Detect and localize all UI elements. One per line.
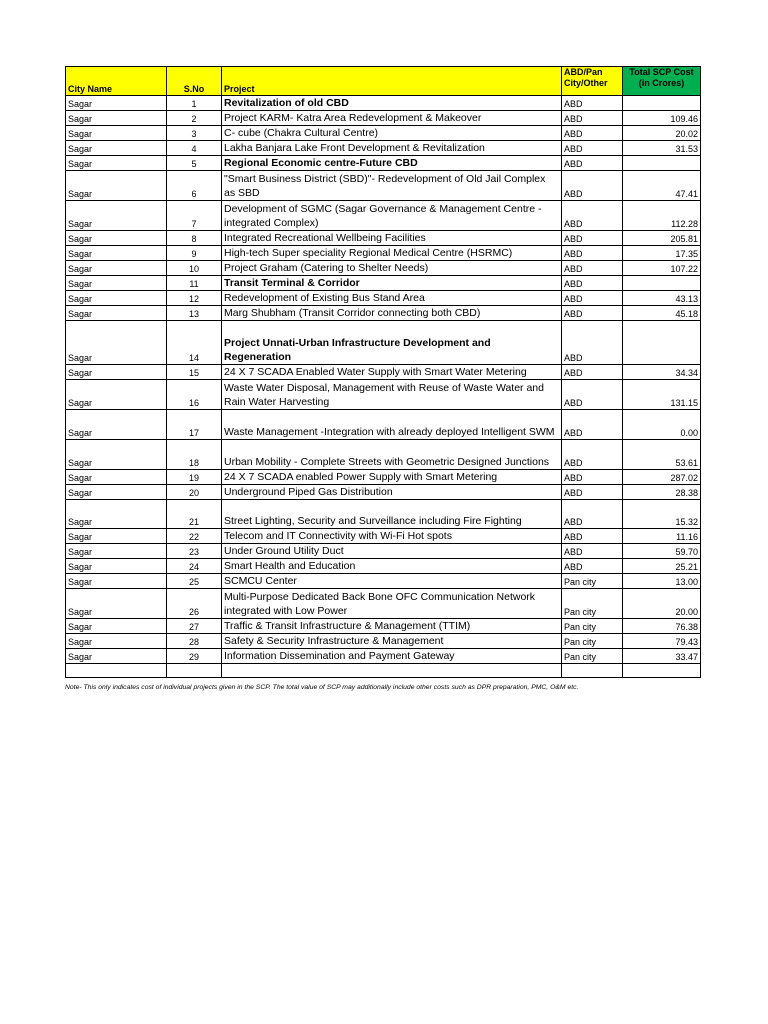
table-row — [66, 201, 701, 231]
header-type-label: ABD/Pan City/Other — [564, 67, 608, 88]
type-cell: ABD — [562, 544, 623, 559]
type-cell: ABD — [562, 306, 623, 321]
city-cell: Sagar — [66, 321, 167, 365]
table-row — [66, 634, 701, 649]
project-cell: Integrated Recreational Wellbeing Facilities — [222, 231, 562, 246]
project-cell: Transit Terminal & Corridor — [222, 276, 562, 291]
sno-cell: 28 — [167, 634, 222, 649]
sno-cell: 27 — [167, 619, 222, 634]
table-row — [66, 306, 701, 321]
city-cell: Sagar — [66, 96, 167, 111]
sno-cell: 10 — [167, 261, 222, 276]
sno-cell: 3 — [167, 126, 222, 141]
cost-cell: 45.18 — [623, 306, 701, 321]
project-cell: Street Lighting, Security and Surveillance including Fire Fighting — [222, 500, 562, 529]
project-cell: Underground Piped Gas Distribution — [222, 485, 562, 500]
cost-cell — [623, 276, 701, 291]
sno-cell: 29 — [167, 649, 222, 664]
table-row — [66, 649, 701, 664]
table-row — [66, 589, 701, 619]
sno-cell — [167, 664, 222, 678]
cost-note: Note- This only indicates cost of individual projects given in the SCP. The total value of SCP may additionally include other costs such as DPR preparation, PMC, O&M etc. — [65, 684, 579, 691]
table-row — [66, 291, 701, 306]
type-cell: Pan city — [562, 589, 623, 619]
city-cell: Sagar — [66, 231, 167, 246]
table-row — [66, 365, 701, 380]
cost-cell: 205.81 — [623, 231, 701, 246]
sno-cell: 15 — [167, 365, 222, 380]
type-cell: ABD — [562, 365, 623, 380]
city-cell: Sagar — [66, 246, 167, 261]
cost-cell: 20.00 — [623, 589, 701, 619]
cost-cell: 287.02 — [623, 470, 701, 485]
project-cell: Traffic & Transit Infrastructure & Management (TTIM) — [222, 619, 562, 634]
cost-cell: 34.34 — [623, 365, 701, 380]
table-row — [66, 440, 701, 470]
table-row — [66, 96, 701, 111]
sno-cell: 20 — [167, 485, 222, 500]
cost-cell: 33.47 — [623, 649, 701, 664]
table-row — [66, 126, 701, 141]
city-cell: Sagar — [66, 500, 167, 529]
city-cell — [66, 664, 167, 678]
project-cell: Development of SGMC (Sagar Governance & Management Centre - integrated Complex) — [222, 201, 562, 231]
sno-cell: 11 — [167, 276, 222, 291]
type-cell: ABD — [562, 440, 623, 470]
project-cell: Multi-Purpose Dedicated Back Bone OFC Communication Network integrated with Low Power — [222, 589, 562, 619]
city-cell: Sagar — [66, 529, 167, 544]
type-cell: ABD — [562, 96, 623, 111]
cost-cell: 0.00 — [623, 410, 701, 440]
sno-cell: 8 — [167, 231, 222, 246]
city-cell: Sagar — [66, 634, 167, 649]
project-cell: Telecom and IT Connectivity with Wi-Fi Hot spots — [222, 529, 562, 544]
project-cell: Under Ground Utility Duct — [222, 544, 562, 559]
project-cell: Lakha Banjara Lake Front Development & Revitalization — [222, 141, 562, 156]
table-row — [66, 410, 701, 440]
project-cell: Waste Water Disposal, Management with Reuse of Waste Water and Rain Water Harvesting — [222, 380, 562, 410]
type-cell — [562, 664, 623, 678]
type-cell: Pan city — [562, 649, 623, 664]
city-cell: Sagar — [66, 261, 167, 276]
city-cell: Sagar — [66, 589, 167, 619]
cost-cell: 43.13 — [623, 291, 701, 306]
sno-cell: 13 — [167, 306, 222, 321]
type-cell: ABD — [562, 141, 623, 156]
cost-cell: 107.22 — [623, 261, 701, 276]
header-type — [562, 67, 623, 96]
cost-cell: 11.16 — [623, 529, 701, 544]
city-cell: Sagar — [66, 470, 167, 485]
city-cell: Sagar — [66, 410, 167, 440]
type-cell: Pan city — [562, 634, 623, 649]
sno-cell: 6 — [167, 171, 222, 201]
sno-cell: 23 — [167, 544, 222, 559]
city-cell: Sagar — [66, 291, 167, 306]
cost-cell: 59.70 — [623, 544, 701, 559]
cost-cell: 79.43 — [623, 634, 701, 649]
type-cell: ABD — [562, 380, 623, 410]
cost-cell — [623, 664, 701, 678]
header-sno: S.No — [167, 67, 222, 96]
city-cell: Sagar — [66, 574, 167, 589]
type-cell: ABD — [562, 201, 623, 231]
project-cell: Waste Management -Integration with already deployed Intelligent SWM — [222, 410, 562, 440]
project-cell — [222, 664, 562, 678]
project-cell: Project Unnati-Urban Infrastructure Development and Regeneration — [222, 321, 562, 365]
project-cell: Safety & Security Infrastructure & Management — [222, 634, 562, 649]
type-cell: Pan city — [562, 574, 623, 589]
type-cell: ABD — [562, 111, 623, 126]
type-cell: Pan city — [562, 619, 623, 634]
type-cell: ABD — [562, 410, 623, 440]
table-row — [66, 500, 701, 529]
table-row — [66, 664, 701, 678]
sno-cell: 4 — [167, 141, 222, 156]
sno-cell: 16 — [167, 380, 222, 410]
header-cost — [623, 67, 701, 96]
project-cell: Regional Economic centre-Future CBD — [222, 156, 562, 171]
cost-cell: 25.21 — [623, 559, 701, 574]
header-row — [66, 67, 701, 96]
city-cell: Sagar — [66, 619, 167, 634]
cost-cell — [623, 321, 701, 365]
project-cell: Smart Health and Education — [222, 559, 562, 574]
table-row — [66, 261, 701, 276]
type-cell: ABD — [562, 126, 623, 141]
city-cell: Sagar — [66, 156, 167, 171]
cost-cell: 15.32 — [623, 500, 701, 529]
city-cell: Sagar — [66, 380, 167, 410]
table-row — [66, 246, 701, 261]
city-cell: Sagar — [66, 126, 167, 141]
table-row — [66, 485, 701, 500]
header-cost-label: Total SCP Cost (in Crores) — [629, 67, 694, 88]
project-cell: Redevelopment of Existing Bus Stand Area — [222, 291, 562, 306]
city-cell: Sagar — [66, 276, 167, 291]
project-cell: Urban Mobility - Complete Streets with Geometric Designed Junctions — [222, 440, 562, 470]
sno-cell: 21 — [167, 500, 222, 529]
type-cell: ABD — [562, 529, 623, 544]
sno-cell: 14 — [167, 321, 222, 365]
sno-cell: 9 — [167, 246, 222, 261]
cost-cell: 131.15 — [623, 380, 701, 410]
city-cell: Sagar — [66, 365, 167, 380]
project-cell: 24 X 7 SCADA enabled Power Supply with Smart Metering — [222, 470, 562, 485]
city-cell: Sagar — [66, 485, 167, 500]
cost-cell: 31.53 — [623, 141, 701, 156]
sno-cell: 17 — [167, 410, 222, 440]
project-cell: C- cube (Chakra Cultural Centre) — [222, 126, 562, 141]
sno-cell: 25 — [167, 574, 222, 589]
header-city: City Name — [66, 67, 167, 96]
table-row — [66, 231, 701, 246]
table-row — [66, 141, 701, 156]
type-cell: ABD — [562, 246, 623, 261]
sno-cell: 26 — [167, 589, 222, 619]
cost-cell: 53.61 — [623, 440, 701, 470]
table-row — [66, 380, 701, 410]
type-cell: ABD — [562, 470, 623, 485]
table-row — [66, 111, 701, 126]
type-cell: ABD — [562, 231, 623, 246]
sno-cell: 12 — [167, 291, 222, 306]
city-cell: Sagar — [66, 544, 167, 559]
city-cell: Sagar — [66, 306, 167, 321]
project-cell: High-tech Super speciality Regional Medical Centre (HSRMC) — [222, 246, 562, 261]
cost-cell: 112.28 — [623, 201, 701, 231]
table-row — [66, 529, 701, 544]
project-cell: 24 X 7 SCADA Enabled Water Supply with Smart Water Metering — [222, 365, 562, 380]
city-cell: Sagar — [66, 649, 167, 664]
table-row — [66, 156, 701, 171]
type-cell: ABD — [562, 321, 623, 365]
project-cell: Revitalization of old CBD — [222, 96, 562, 111]
sno-cell: 5 — [167, 156, 222, 171]
type-cell: ABD — [562, 559, 623, 574]
type-cell: ABD — [562, 291, 623, 306]
city-cell: Sagar — [66, 111, 167, 126]
cost-cell: 28.38 — [623, 485, 701, 500]
table-row — [66, 171, 701, 201]
cost-cell: 20.02 — [623, 126, 701, 141]
project-cell: Project Graham (Catering to Shelter Needs) — [222, 261, 562, 276]
city-cell: Sagar — [66, 440, 167, 470]
sno-cell: 2 — [167, 111, 222, 126]
table-row — [66, 544, 701, 559]
table-row — [66, 276, 701, 291]
scp-cost-table — [65, 66, 701, 678]
cost-cell: 76.38 — [623, 619, 701, 634]
project-cell: Information Dissemination and Payment Gateway — [222, 649, 562, 664]
table-row — [66, 619, 701, 634]
city-cell: Sagar — [66, 171, 167, 201]
project-cell: "Smart Business District (SBD)"- Redevelopment of Old Jail Complex as SBD — [222, 171, 562, 201]
sno-cell: 19 — [167, 470, 222, 485]
project-cell: Project KARM- Katra Area Redevelopment & Makeover — [222, 111, 562, 126]
cost-cell: 47.41 — [623, 171, 701, 201]
city-cell: Sagar — [66, 201, 167, 231]
sno-cell: 22 — [167, 529, 222, 544]
sno-cell: 7 — [167, 201, 222, 231]
city-cell: Sagar — [66, 141, 167, 156]
type-cell: ABD — [562, 171, 623, 201]
sno-cell: 18 — [167, 440, 222, 470]
type-cell: ABD — [562, 276, 623, 291]
header-project: Project — [222, 67, 562, 96]
cost-cell — [623, 96, 701, 111]
type-cell: ABD — [562, 156, 623, 171]
cost-cell: 17.35 — [623, 246, 701, 261]
type-cell: ABD — [562, 485, 623, 500]
type-cell: ABD — [562, 261, 623, 276]
table-row — [66, 559, 701, 574]
sno-cell: 1 — [167, 96, 222, 111]
table-row — [66, 470, 701, 485]
sno-cell: 24 — [167, 559, 222, 574]
table-row — [66, 321, 701, 365]
table-row — [66, 574, 701, 589]
cost-cell — [623, 156, 701, 171]
city-cell: Sagar — [66, 559, 167, 574]
project-cell: Marg Shubham (Transit Corridor connecting both CBD) — [222, 306, 562, 321]
project-cell: SCMCU Center — [222, 574, 562, 589]
cost-cell: 109.46 — [623, 111, 701, 126]
cost-cell: 13.00 — [623, 574, 701, 589]
type-cell: ABD — [562, 500, 623, 529]
